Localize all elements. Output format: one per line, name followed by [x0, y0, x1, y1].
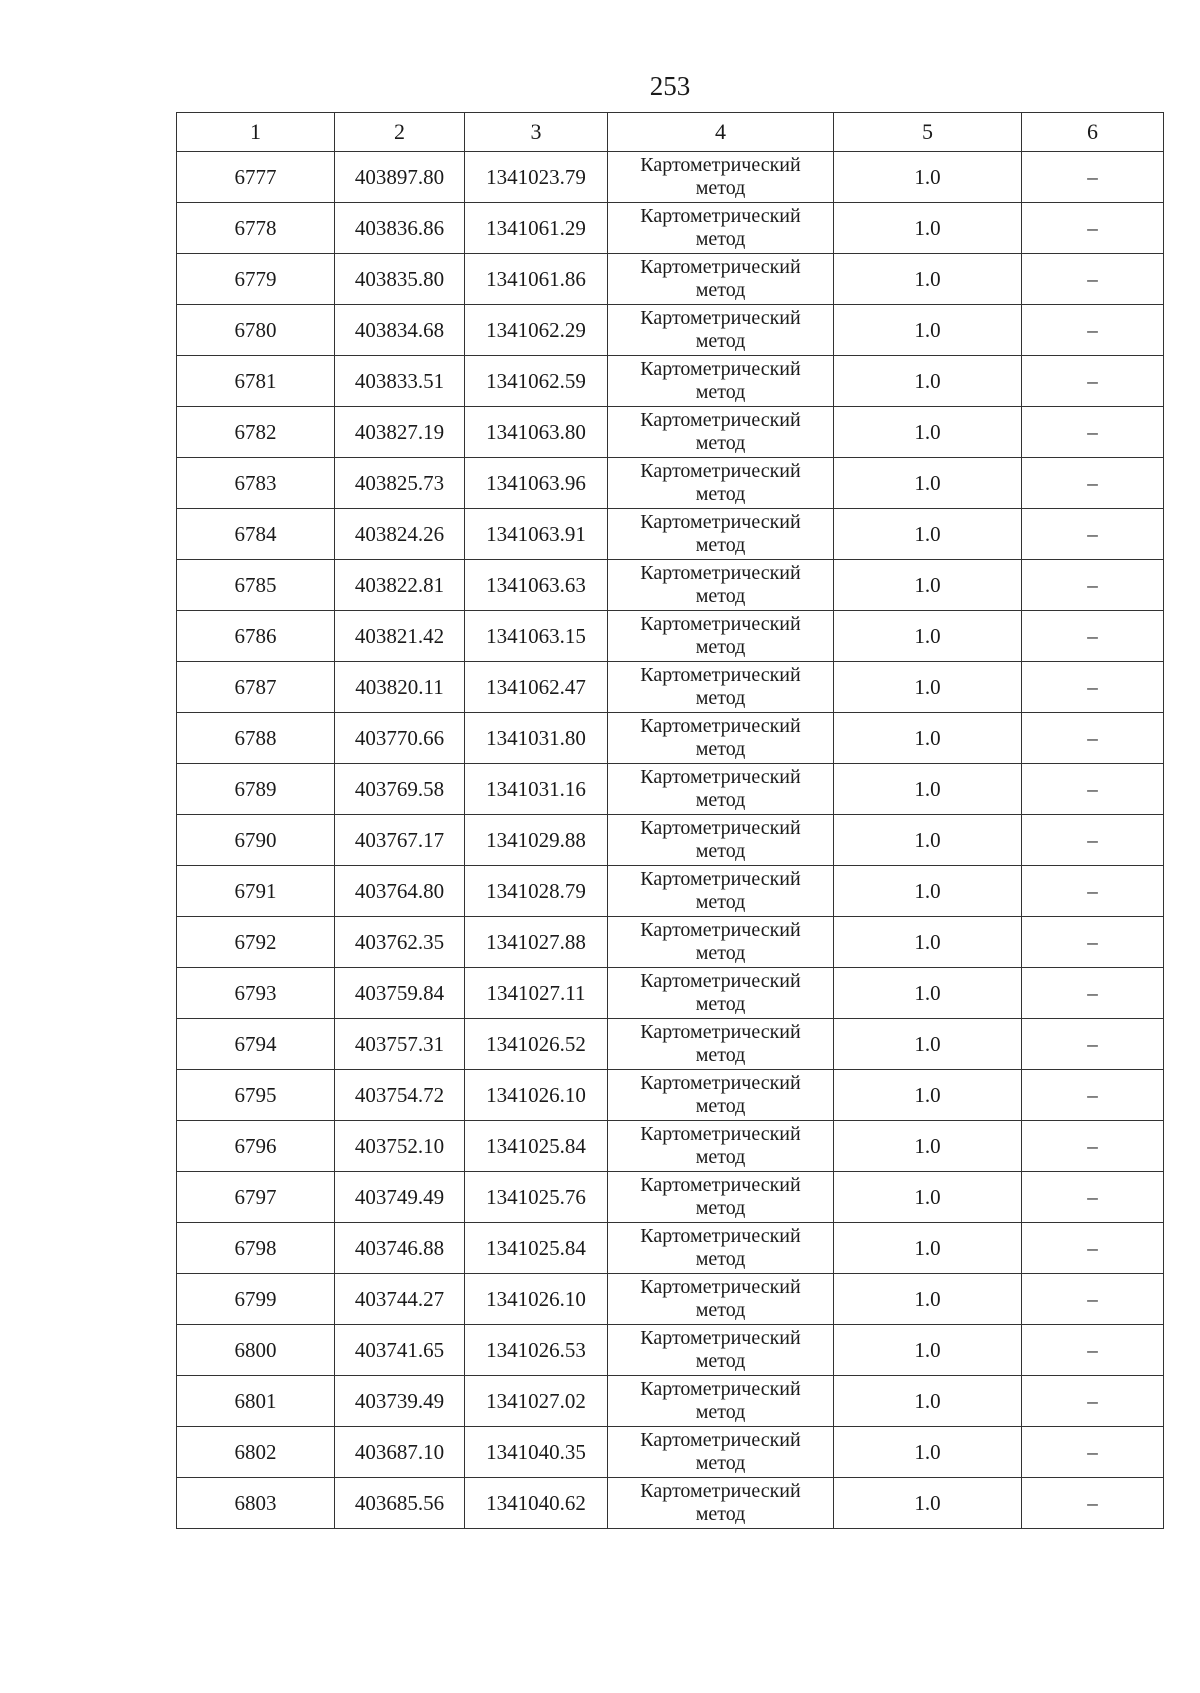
table-row — [177, 458, 1164, 509]
method-line-1: Картометрический — [640, 817, 801, 839]
method-line-1: Картометрический — [640, 1276, 801, 1298]
point-number-cell: 6797 — [177, 1172, 335, 1223]
table-row — [177, 917, 1164, 968]
x-coordinate-cell: 403746.88 — [335, 1223, 465, 1274]
method-cell — [608, 1121, 834, 1172]
point-number-cell: 6790 — [177, 815, 335, 866]
point-number-cell: 6781 — [177, 356, 335, 407]
point-number-cell: 6787 — [177, 662, 335, 713]
accuracy-cell: 1.0 — [834, 1427, 1022, 1478]
method-line-2: метод — [695, 1248, 746, 1270]
point-number-cell: 6800 — [177, 1325, 335, 1376]
point-number-cell: 6778 — [177, 203, 335, 254]
accuracy-cell: 1.0 — [834, 917, 1022, 968]
x-coordinate-cell: 403821.42 — [335, 611, 465, 662]
table-row — [177, 1478, 1164, 1529]
method-line-1: Картометрический — [640, 868, 801, 890]
note-cell: – — [1022, 1121, 1164, 1172]
method-line-1: Картометрический — [640, 664, 801, 686]
y-coordinate-cell: 1341026.10 — [465, 1070, 608, 1121]
method-line-2: метод — [695, 891, 746, 913]
note-cell: – — [1022, 917, 1164, 968]
y-coordinate-cell: 1341026.53 — [465, 1325, 608, 1376]
y-coordinate-cell: 1341040.62 — [465, 1478, 608, 1529]
method-cell — [608, 1427, 834, 1478]
method-line-1: Картометрический — [640, 1225, 801, 1247]
point-number-cell: 6779 — [177, 254, 335, 305]
point-number-cell: 6788 — [177, 713, 335, 764]
column-header-5: 5 — [834, 113, 1022, 152]
y-coordinate-cell: 1341027.88 — [465, 917, 608, 968]
table-row — [177, 611, 1164, 662]
note-cell: – — [1022, 764, 1164, 815]
method-cell — [608, 1376, 834, 1427]
point-number-cell: 6783 — [177, 458, 335, 509]
method-line-2: метод — [695, 1197, 746, 1219]
method-line-2: метод — [695, 942, 746, 964]
method-line-2: метод — [695, 1095, 746, 1117]
method-line-2: метод — [695, 1503, 746, 1525]
y-coordinate-cell: 1341063.96 — [465, 458, 608, 509]
method-cell — [608, 917, 834, 968]
method-line-2: метод — [695, 279, 746, 301]
accuracy-cell: 1.0 — [834, 968, 1022, 1019]
x-coordinate-cell: 403822.81 — [335, 560, 465, 611]
method-line-1: Картометрический — [640, 1429, 801, 1451]
method-line-2: метод — [695, 789, 746, 811]
accuracy-cell: 1.0 — [834, 1376, 1022, 1427]
note-cell: – — [1022, 203, 1164, 254]
y-coordinate-cell: 1341062.59 — [465, 356, 608, 407]
method-cell — [608, 356, 834, 407]
accuracy-cell: 1.0 — [834, 407, 1022, 458]
accuracy-cell: 1.0 — [834, 305, 1022, 356]
accuracy-cell: 1.0 — [834, 1070, 1022, 1121]
y-coordinate-cell: 1341027.11 — [465, 968, 608, 1019]
note-cell: – — [1022, 305, 1164, 356]
note-cell: – — [1022, 611, 1164, 662]
y-coordinate-cell: 1341063.63 — [465, 560, 608, 611]
method-cell — [608, 254, 834, 305]
method-line-1: Картометрический — [640, 307, 801, 329]
table-row — [177, 968, 1164, 1019]
table-row — [177, 1376, 1164, 1427]
x-coordinate-cell: 403685.56 — [335, 1478, 465, 1529]
accuracy-cell: 1.0 — [834, 866, 1022, 917]
table-row — [177, 764, 1164, 815]
note-cell: – — [1022, 1172, 1164, 1223]
method-line-1: Картометрический — [640, 1174, 801, 1196]
column-header-1: 1 — [177, 113, 335, 152]
point-number-cell: 6785 — [177, 560, 335, 611]
method-line-2: метод — [695, 177, 746, 199]
table-row — [177, 356, 1164, 407]
method-line-2: метод — [695, 432, 746, 454]
y-coordinate-cell: 1341063.80 — [465, 407, 608, 458]
point-number-cell: 6794 — [177, 1019, 335, 1070]
accuracy-cell: 1.0 — [834, 254, 1022, 305]
method-cell — [608, 1274, 834, 1325]
accuracy-cell: 1.0 — [834, 203, 1022, 254]
accuracy-cell: 1.0 — [834, 1019, 1022, 1070]
accuracy-cell: 1.0 — [834, 560, 1022, 611]
note-cell: – — [1022, 1070, 1164, 1121]
column-header-2: 2 — [335, 113, 465, 152]
method-line-2: метод — [695, 1350, 746, 1372]
method-line-2: метод — [695, 1401, 746, 1423]
method-line-1: Картометрический — [640, 970, 801, 992]
note-cell: – — [1022, 815, 1164, 866]
method-cell — [608, 203, 834, 254]
accuracy-cell: 1.0 — [834, 1478, 1022, 1529]
method-line-1: Картометрический — [640, 715, 801, 737]
x-coordinate-cell: 403754.72 — [335, 1070, 465, 1121]
table-row — [177, 1019, 1164, 1070]
table-row — [177, 560, 1164, 611]
accuracy-cell: 1.0 — [834, 152, 1022, 203]
table-row — [177, 254, 1164, 305]
accuracy-cell: 1.0 — [834, 356, 1022, 407]
method-line-2: метод — [695, 381, 746, 403]
method-line-2: метод — [695, 1299, 746, 1321]
note-cell: – — [1022, 1223, 1164, 1274]
method-line-1: Картометрический — [640, 205, 801, 227]
column-header-3: 3 — [465, 113, 608, 152]
point-number-cell: 6799 — [177, 1274, 335, 1325]
y-coordinate-cell: 1341025.76 — [465, 1172, 608, 1223]
point-number-cell: 6792 — [177, 917, 335, 968]
table-row — [177, 662, 1164, 713]
x-coordinate-cell: 403827.19 — [335, 407, 465, 458]
table-body — [177, 152, 1164, 1529]
accuracy-cell: 1.0 — [834, 1223, 1022, 1274]
method-line-1: Картометрический — [640, 766, 801, 788]
x-coordinate-cell: 403769.58 — [335, 764, 465, 815]
y-coordinate-cell: 1341028.79 — [465, 866, 608, 917]
x-coordinate-cell: 403770.66 — [335, 713, 465, 764]
table-row — [177, 713, 1164, 764]
method-cell — [608, 815, 834, 866]
page-number: 253 — [649, 71, 691, 101]
method-cell — [608, 1019, 834, 1070]
point-number-cell: 6784 — [177, 509, 335, 560]
x-coordinate-cell: 403825.73 — [335, 458, 465, 509]
x-coordinate-cell: 403897.80 — [335, 152, 465, 203]
y-coordinate-cell: 1341061.86 — [465, 254, 608, 305]
y-coordinate-cell: 1341026.52 — [465, 1019, 608, 1070]
method-line-1: Картометрический — [640, 1327, 801, 1349]
note-cell: – — [1022, 458, 1164, 509]
point-number-cell: 6786 — [177, 611, 335, 662]
method-line-2: метод — [695, 585, 746, 607]
y-coordinate-cell: 1341062.47 — [465, 662, 608, 713]
method-line-2: метод — [695, 1044, 746, 1066]
point-number-cell: 6796 — [177, 1121, 335, 1172]
x-coordinate-cell: 403824.26 — [335, 509, 465, 560]
method-cell — [608, 662, 834, 713]
method-cell — [608, 152, 834, 203]
note-cell: – — [1022, 968, 1164, 1019]
x-coordinate-cell: 403739.49 — [335, 1376, 465, 1427]
y-coordinate-cell: 1341029.88 — [465, 815, 608, 866]
method-line-1: Картометрический — [640, 1021, 801, 1043]
note-cell: – — [1022, 1325, 1164, 1376]
method-line-2: метод — [695, 840, 746, 862]
method-line-1: Картометрический — [640, 409, 801, 431]
method-cell — [608, 764, 834, 815]
table-row — [177, 1172, 1164, 1223]
table-row — [177, 407, 1164, 458]
accuracy-cell: 1.0 — [834, 1121, 1022, 1172]
point-number-cell: 6791 — [177, 866, 335, 917]
method-cell — [608, 407, 834, 458]
column-header-6: 6 — [1022, 113, 1164, 152]
note-cell: – — [1022, 713, 1164, 764]
method-cell — [608, 968, 834, 1019]
x-coordinate-cell: 403759.84 — [335, 968, 465, 1019]
column-header-4: 4 — [608, 113, 834, 152]
accuracy-cell: 1.0 — [834, 1172, 1022, 1223]
method-line-2: метод — [695, 483, 746, 505]
table-row — [177, 509, 1164, 560]
point-number-cell: 6802 — [177, 1427, 335, 1478]
table-row — [177, 866, 1164, 917]
coordinates-table — [176, 112, 1164, 1529]
y-coordinate-cell: 1341040.35 — [465, 1427, 608, 1478]
point-number-cell: 6803 — [177, 1478, 335, 1529]
method-line-1: Картометрический — [640, 256, 801, 278]
point-number-cell: 6777 — [177, 152, 335, 203]
table-row — [177, 1223, 1164, 1274]
y-coordinate-cell: 1341025.84 — [465, 1121, 608, 1172]
method-line-2: метод — [695, 1146, 746, 1168]
note-cell: – — [1022, 1274, 1164, 1325]
note-cell: – — [1022, 866, 1164, 917]
x-coordinate-cell: 403820.11 — [335, 662, 465, 713]
method-line-2: метод — [695, 228, 746, 250]
point-number-cell: 6789 — [177, 764, 335, 815]
method-cell — [608, 1325, 834, 1376]
note-cell: – — [1022, 560, 1164, 611]
table-row — [177, 1427, 1164, 1478]
point-number-cell: 6782 — [177, 407, 335, 458]
method-cell — [608, 1223, 834, 1274]
table-row — [177, 203, 1164, 254]
table-row — [177, 815, 1164, 866]
note-cell: – — [1022, 152, 1164, 203]
method-cell — [608, 713, 834, 764]
method-cell — [608, 560, 834, 611]
point-number-cell: 6798 — [177, 1223, 335, 1274]
x-coordinate-cell: 403757.31 — [335, 1019, 465, 1070]
method-line-1: Картометрический — [640, 1123, 801, 1145]
note-cell: – — [1022, 662, 1164, 713]
y-coordinate-cell: 1341031.16 — [465, 764, 608, 815]
y-coordinate-cell: 1341026.10 — [465, 1274, 608, 1325]
method-cell — [608, 1172, 834, 1223]
accuracy-cell: 1.0 — [834, 1325, 1022, 1376]
x-coordinate-cell: 403836.86 — [335, 203, 465, 254]
x-coordinate-cell: 403834.68 — [335, 305, 465, 356]
method-line-1: Картометрический — [640, 1072, 801, 1094]
table-row — [177, 305, 1164, 356]
x-coordinate-cell: 403833.51 — [335, 356, 465, 407]
x-coordinate-cell: 403762.35 — [335, 917, 465, 968]
x-coordinate-cell: 403752.10 — [335, 1121, 465, 1172]
x-coordinate-cell: 403767.17 — [335, 815, 465, 866]
table-row — [177, 152, 1164, 203]
y-coordinate-cell: 1341062.29 — [465, 305, 608, 356]
method-line-1: Картометрический — [640, 613, 801, 635]
method-line-1: Картометрический — [640, 460, 801, 482]
x-coordinate-cell: 403744.27 — [335, 1274, 465, 1325]
y-coordinate-cell: 1341063.15 — [465, 611, 608, 662]
accuracy-cell: 1.0 — [834, 1274, 1022, 1325]
note-cell: – — [1022, 1478, 1164, 1529]
note-cell: – — [1022, 254, 1164, 305]
table-row — [177, 1274, 1164, 1325]
y-coordinate-cell: 1341061.29 — [465, 203, 608, 254]
method-line-1: Картометрический — [640, 562, 801, 584]
note-cell: – — [1022, 407, 1164, 458]
y-coordinate-cell: 1341027.02 — [465, 1376, 608, 1427]
accuracy-cell: 1.0 — [834, 764, 1022, 815]
method-line-2: метод — [695, 1452, 746, 1474]
method-line-1: Картометрический — [640, 511, 801, 533]
x-coordinate-cell: 403741.65 — [335, 1325, 465, 1376]
point-number-cell: 6795 — [177, 1070, 335, 1121]
y-coordinate-cell: 1341063.91 — [465, 509, 608, 560]
method-line-1: Картометрический — [640, 1480, 801, 1502]
table-row — [177, 1325, 1164, 1376]
table-row — [177, 1121, 1164, 1172]
method-line-1: Картометрический — [640, 919, 801, 941]
note-cell: – — [1022, 356, 1164, 407]
x-coordinate-cell: 403764.80 — [335, 866, 465, 917]
note-cell: – — [1022, 1376, 1164, 1427]
method-cell — [608, 611, 834, 662]
x-coordinate-cell: 403749.49 — [335, 1172, 465, 1223]
method-line-2: метод — [695, 330, 746, 352]
point-number-cell: 6780 — [177, 305, 335, 356]
accuracy-cell: 1.0 — [834, 713, 1022, 764]
note-cell: – — [1022, 509, 1164, 560]
accuracy-cell: 1.0 — [834, 815, 1022, 866]
y-coordinate-cell: 1341031.80 — [465, 713, 608, 764]
table-row — [177, 1070, 1164, 1121]
x-coordinate-cell: 403835.80 — [335, 254, 465, 305]
method-line-2: метод — [695, 636, 746, 658]
x-coordinate-cell: 403687.10 — [335, 1427, 465, 1478]
y-coordinate-cell: 1341023.79 — [465, 152, 608, 203]
method-cell — [608, 458, 834, 509]
method-cell — [608, 509, 834, 560]
method-line-2: метод — [695, 534, 746, 556]
point-number-cell: 6793 — [177, 968, 335, 1019]
table-header-row — [177, 113, 1164, 152]
accuracy-cell: 1.0 — [834, 662, 1022, 713]
accuracy-cell: 1.0 — [834, 611, 1022, 662]
method-line-1: Картометрический — [640, 154, 801, 176]
note-cell: – — [1022, 1019, 1164, 1070]
note-cell: – — [1022, 1427, 1164, 1478]
method-line-1: Картометрический — [640, 358, 801, 380]
accuracy-cell: 1.0 — [834, 458, 1022, 509]
y-coordinate-cell: 1341025.84 — [465, 1223, 608, 1274]
method-line-1: Картометрический — [640, 1378, 801, 1400]
method-cell — [608, 305, 834, 356]
method-line-2: метод — [695, 687, 746, 709]
point-number-cell: 6801 — [177, 1376, 335, 1427]
method-line-2: метод — [695, 993, 746, 1015]
method-cell — [608, 1070, 834, 1121]
accuracy-cell: 1.0 — [834, 509, 1022, 560]
method-cell — [608, 866, 834, 917]
method-cell — [608, 1478, 834, 1529]
method-line-2: метод — [695, 738, 746, 760]
